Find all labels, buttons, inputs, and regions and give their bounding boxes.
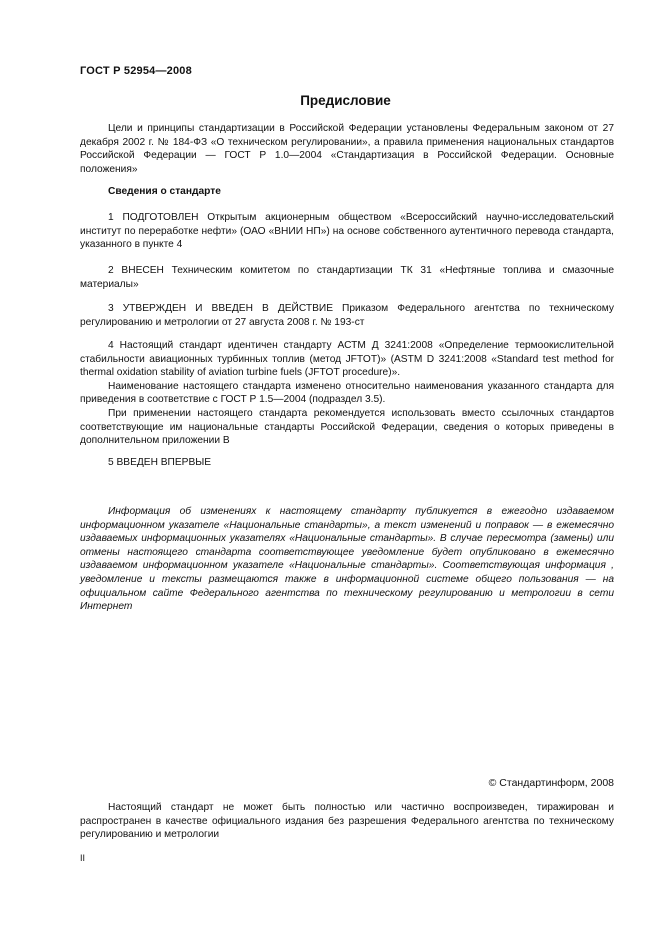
item-2-block: [80, 264, 614, 291]
item-1-block: [80, 211, 614, 252]
intro-paragraph-block: [80, 122, 614, 176]
page-number: II: [80, 853, 86, 863]
standard-info-item-4-name-note: Наименование настоящего стандарта изменено относительно наименования указанного стандарта для приведения в соответствие с ГОСТ Р 1.5—2004 (подраздел 3.5).: [80, 380, 614, 406]
copyright: © Стандартинформ, 2008: [488, 777, 614, 789]
item-5-block: [80, 456, 614, 470]
standard-info-item-5: 5 ВВЕДЕН ВПЕРВЫЕ: [108, 457, 212, 468]
standard-info-item-4-references-note: При применении настоящего стандарта рекомендуется использовать вместо ссылочных стандартов соответствующие им национальные стандарты Российской Федерации, сведения о которых приведены в дополнительном приложении В: [80, 407, 614, 447]
document-code: ГОСТ Р 52954—2008: [80, 65, 192, 77]
standard-info-item-1: 1 ПОДГОТОВЛЕН Открытым акционерным обществом «Всероссийский научно-исследовательский институт по переработке нефти» (ОАО «ВНИИ НП») на основе собственного аутентичного перевода стандарта, указанного в пункте 4: [80, 212, 614, 251]
changes-notice: Информация об изменениях к настоящему стандарту публикуется в ежегодно издаваемом информационном указателе «Национальные стандарты», а текст изменений и поправок — в ежемесячно издаваемых информационных указателях «Национальные стандарты». В случае пересмотра (замены) или отмены настоящего стандарта соответствующее уведомление будет опубликовано в ежемесячно издаваемом информационном указателе «Национальные стандарты». Соответствующая информация , уведомление и тексты размещаются также в информационной системе общего пользования — на официальном сайте Федерального агентства по техническому регулированию и метрологии в сети Интернет: [80, 506, 614, 613]
standard-info-item-4: 4 Настоящий стандарт идентичен стандарту АСТМ Д 3241:2008 «Определение термоокислительной стабильности авиационных турбинных топлив (метод JFTOT)» (ASTM D 3241:2008 «Standard test method for thermal oxidation stability of aviation turbine fuels (JFTOT procedure)».: [80, 340, 614, 379]
standard-info-heading: Сведения о стандарте: [108, 186, 221, 197]
page-title: Предисловие: [300, 93, 391, 108]
reproduction-notice-block: [80, 801, 614, 842]
standard-info-item-2: 2 ВНЕСЕН Техническим комитетом по стандартизации ТК 31 «Нефтяные топлива и смазочные материалы»: [80, 265, 614, 290]
intro-paragraph: Цели и принципы стандартизации в Российской Федерации установлены Федеральным законом от 27 декабря 2002 г. № 184-ФЗ «О техническом регулировании», а правила применения национальных стандартов Российской Федерации — ГОСТ Р 1.0—2004 «Стандартизация в Российской Федерации. Основные положения»: [80, 123, 614, 175]
reproduction-notice: Настоящий стандарт не может быть полностью или частично воспроизведен, тиражирован и распространен в качестве официального издания без разрешения Федерального агентства по техническому регулированию и метрологии: [80, 802, 614, 841]
item-4-block: [80, 339, 614, 448]
standard-info-heading-block: [80, 185, 614, 199]
notice-block: [80, 505, 614, 614]
item-3-block: [80, 302, 614, 329]
standard-info-item-3: 3 УТВЕРЖДЕН И ВВЕДЕН В ДЕЙСТВИЕ Приказом Федерального агентства по техническому регулированию и метрологии от 27 августа 2008 г. № 193-ст: [80, 303, 614, 328]
